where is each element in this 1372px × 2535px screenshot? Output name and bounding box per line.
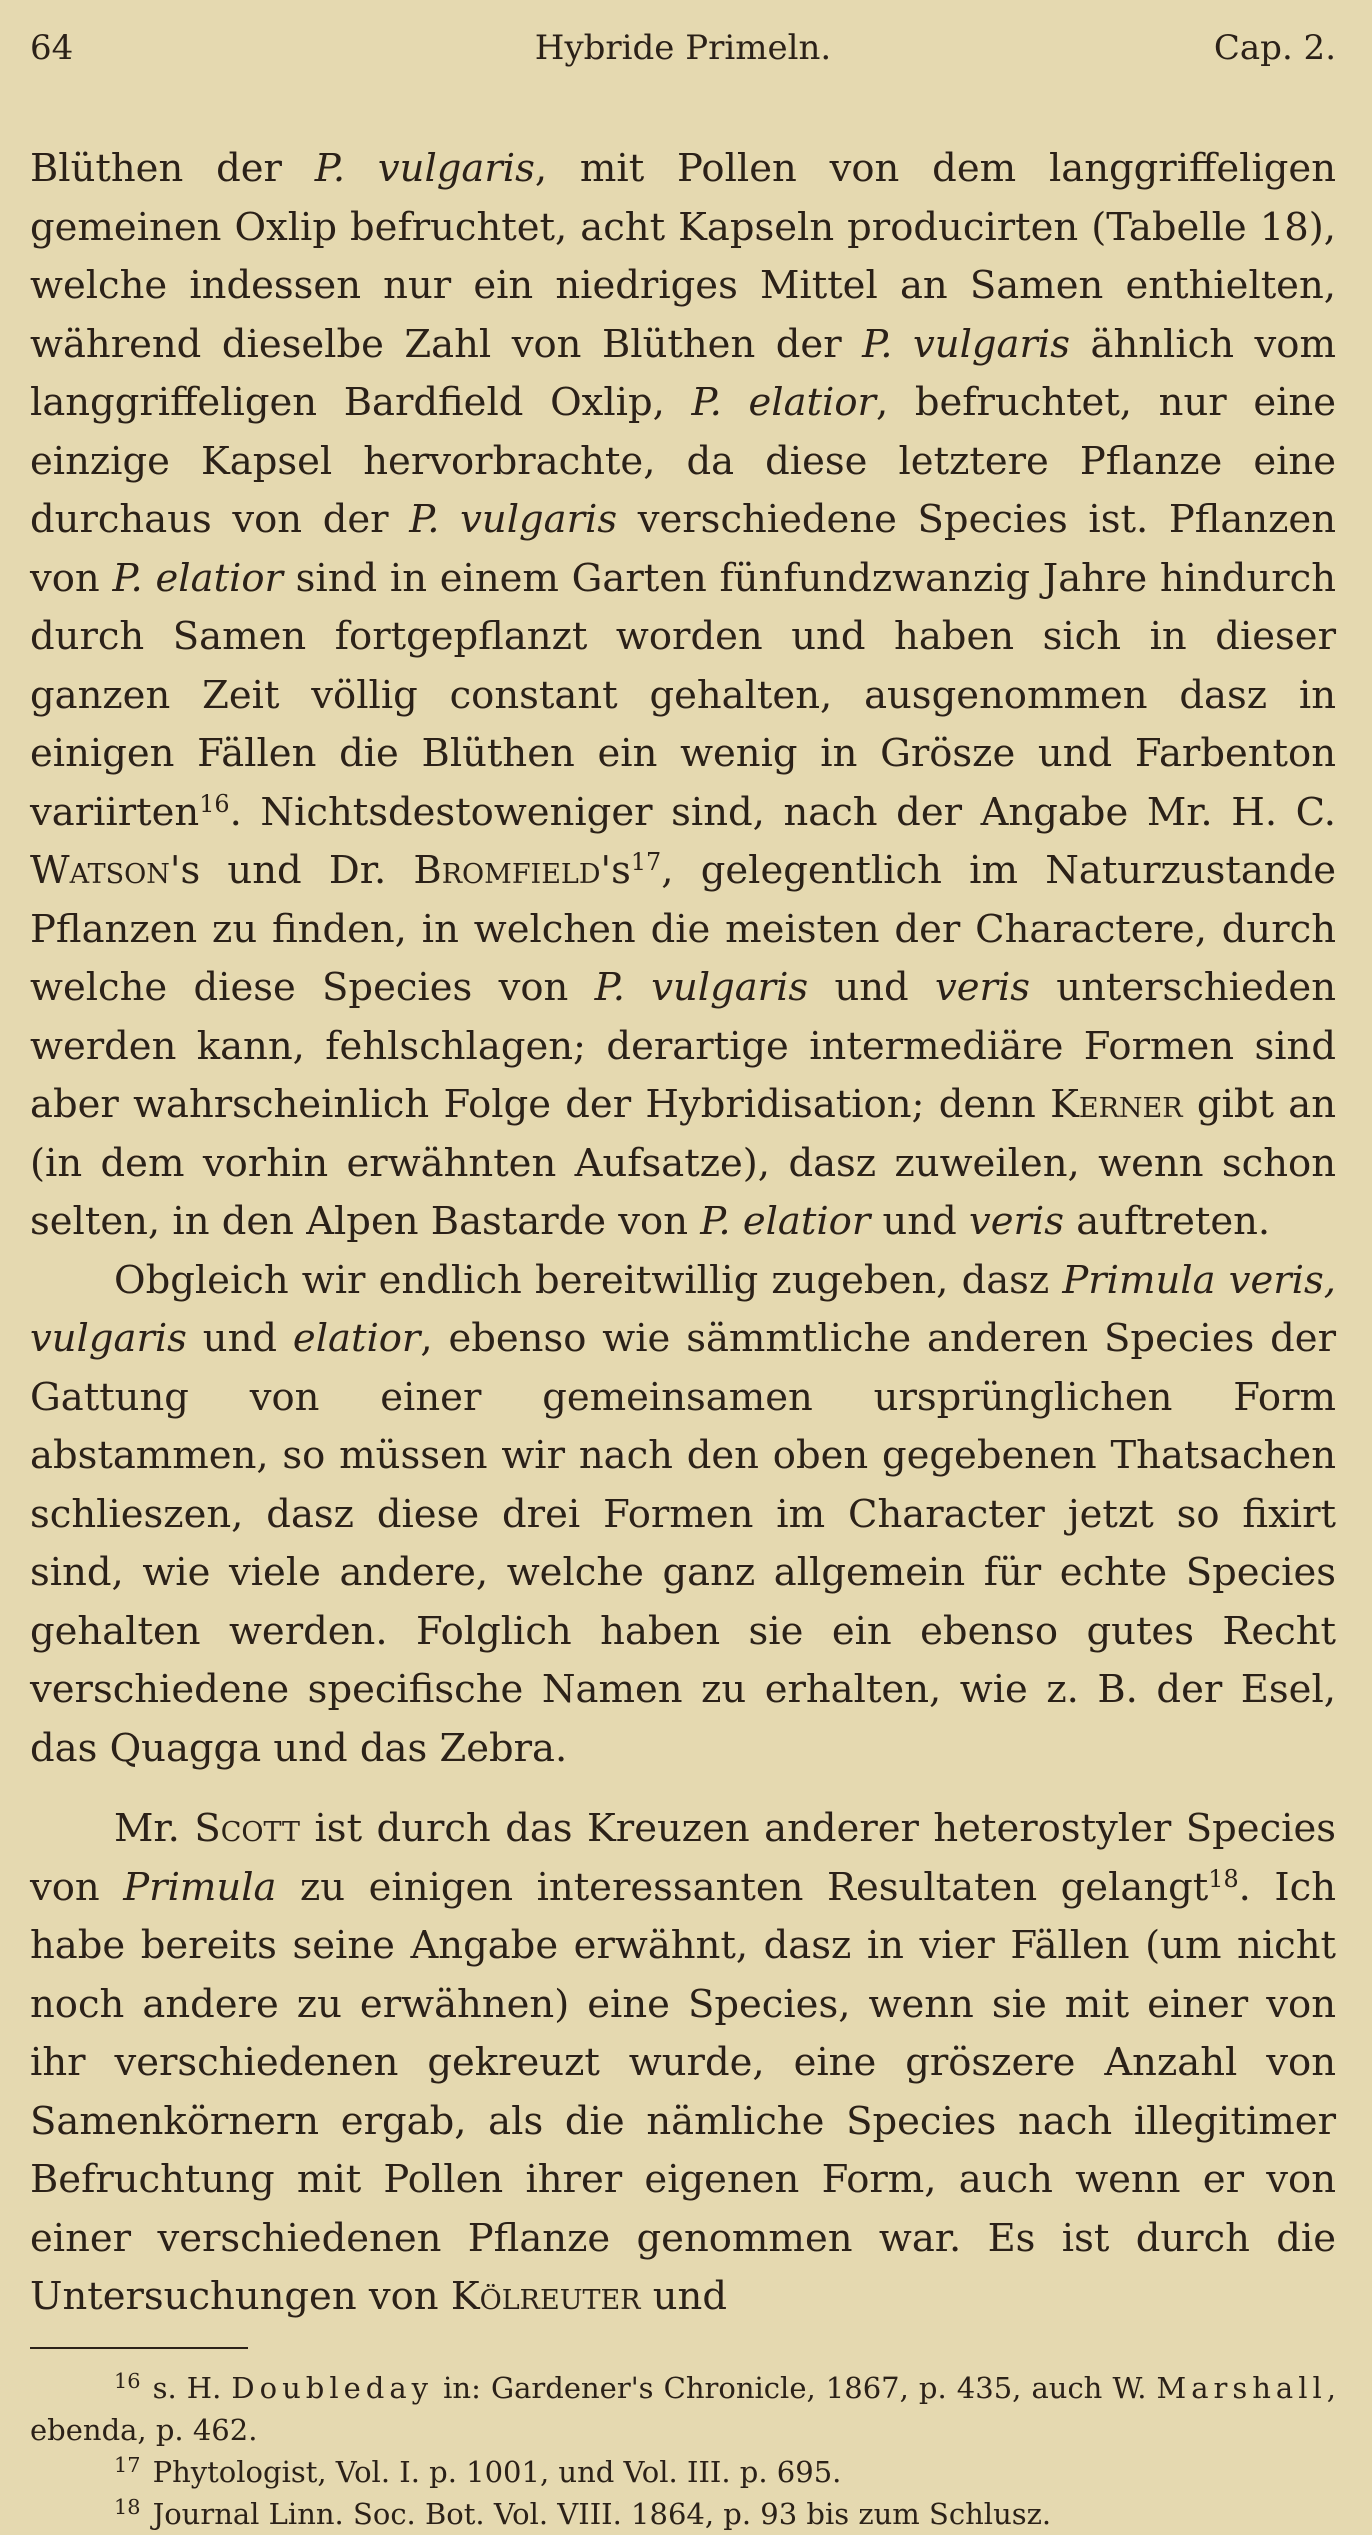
author-name: Bromfield bbox=[413, 848, 601, 893]
author-name: Doubleday bbox=[231, 2370, 434, 2405]
text-run: 's und Dr. bbox=[169, 848, 414, 893]
text-run: ist durch das Kreuzen anderer heterostyler Species von bbox=[30, 1806, 1336, 1910]
text-run: . Ich habe bereits seine Angabe erwähnt, dasz in vier Fällen (um nicht noch andere zu erwähnen) eine Species, wenn sie mit einer von ihr verschiedenen gekreuzt wurde, eine gröszere Anzahl von Samenkörnern ergab, als die nämliche Species nach illegitimer Befruchtung mit Pollen ihrer eigenen Form, auch wenn er von einer verschiedenen Pflanze genommen war. Es ist durch die Untersuchungen von bbox=[30, 1864, 1336, 2319]
species-name: P. vulgaris bbox=[862, 321, 1070, 367]
paragraph-3 bbox=[30, 1800, 1336, 2327]
footnote-text: Phytologist, Vol. I. p. 1001, und Vol. III. p. 695. bbox=[152, 2454, 842, 2489]
paragraph-1 bbox=[30, 140, 1336, 1252]
main-text bbox=[30, 140, 1336, 2327]
text-run: in: Gardener's Chronicle, 1867, p. 435, auch W. bbox=[433, 2370, 1157, 2405]
text-run: , ebenso wie sämmtliche anderen Species der Gattung von einer gemeinsamen ursprünglichen Form abstammen, so müssen wir nach den oben gegebenen Thatsachen schlieszen, dasz diese drei Formen im Character jetzt so fixirt sind, wie viele andere, welche ganz allgemein für echte Species gehalten werden. Folglich haben sie ein ebenso gutes Recht verschiedene specifische Namen zu erhalten, wie z. B. der Esel, das Quagga und das Zebra. bbox=[30, 1316, 1336, 1771]
footnote-number: 16 bbox=[114, 2369, 141, 2394]
footnote-ref[interactable]: 17 bbox=[630, 847, 662, 876]
species-name: P. elatior bbox=[700, 1199, 871, 1244]
text-run: und bbox=[808, 965, 935, 1010]
footnote-18 bbox=[30, 2493, 1336, 2535]
footnote-number: 17 bbox=[114, 2453, 141, 2478]
text-run: und bbox=[640, 2274, 727, 2319]
species-name: veris bbox=[968, 1199, 1064, 1244]
species-name: P. vulgaris bbox=[314, 146, 535, 191]
author-name: Kerner bbox=[1050, 1082, 1183, 1127]
paragraph-2 bbox=[30, 1252, 1336, 1779]
footnote-number: 18 bbox=[114, 2495, 141, 2520]
chapter-label: Cap. 2. bbox=[1213, 28, 1336, 68]
author-name: Marshall bbox=[1156, 2370, 1327, 2405]
text-run: verschiedene Species ist. Pflanzen von bbox=[30, 497, 1337, 601]
species-name: veris bbox=[935, 965, 1031, 1010]
author-name: Scott bbox=[194, 1806, 301, 1851]
text-run: , mit Pollen von dem langgriffeligen gemeinen Oxlip befruchtet, acht Kapseln producirten (Tabelle 18), welche indessen nur ein niedriges Mittel an Samen enthielten, während dieselbe Zahl von Blüthen der bbox=[30, 146, 1336, 367]
author-name: Watson bbox=[30, 848, 170, 893]
species-name: P. vulgaris bbox=[409, 497, 618, 542]
species-name: Primula veris, vulgaris bbox=[30, 1257, 1336, 1361]
footnotes bbox=[30, 2367, 1336, 2535]
text-run: , gelegentlich im Naturzustande Pflanzen zu finden, in welchen die meisten der Charactere, durch welche diese Species von bbox=[30, 848, 1336, 1010]
footnote-16 bbox=[30, 2367, 1336, 2451]
running-title: Hybride Primeln. bbox=[534, 28, 832, 68]
footnote-ref[interactable]: 18 bbox=[1208, 1864, 1239, 1893]
page-number: 64 bbox=[30, 28, 74, 68]
text-run: s. H. bbox=[152, 2370, 232, 2405]
text-run: unterschieden werden kann, fehlschlagen; derartige intermediäre Formen sind aber wahrscheinlich Folge der Hybridisation; denn bbox=[30, 965, 1336, 1127]
footnote-17 bbox=[30, 2451, 1336, 2493]
text-run: , ebenda, p. 462. bbox=[30, 2370, 1336, 2447]
text-run: und bbox=[186, 1316, 293, 1361]
author-name: Kölreuter bbox=[450, 2274, 641, 2319]
species-name: P. elatior bbox=[112, 555, 283, 601]
text-run: und bbox=[870, 1199, 969, 1244]
footnote-ref[interactable]: 16 bbox=[199, 789, 230, 818]
text-run: auftreten. bbox=[1063, 1199, 1271, 1244]
genus-name: Primula bbox=[123, 1864, 277, 1910]
species-name: P. elatior bbox=[691, 380, 876, 425]
text-run: gibt an (in dem vorhin erwähnten Aufsatze), dasz zuweilen, wenn schon selten, in den Alpen Bastarde von bbox=[30, 1082, 1336, 1244]
text-run: Blüthen der bbox=[30, 146, 315, 191]
species-name: P. vulgaris bbox=[594, 965, 809, 1010]
text-run: Mr. bbox=[114, 1806, 195, 1851]
text-run: zu einigen interessanten Resultaten gelangt bbox=[276, 1864, 1209, 1910]
species-name: elatior bbox=[292, 1316, 421, 1361]
text-run: , befruchtet, nur eine einzige Kapsel hervorbrachte, da diese letztere Pflanze eine durchaus von der bbox=[30, 380, 1337, 542]
text-run: . Nichtsdestoweniger sind, nach der Angabe Mr. H. C. bbox=[229, 789, 1336, 835]
text-run: Obgleich wir endlich bereitwillig zugeben, dasz bbox=[114, 1257, 1063, 1303]
running-header bbox=[30, 28, 1336, 88]
footnote-text: Journal Linn. Soc. Bot. Vol. VIII. 1864, p. 93 bis zum Schlusz. bbox=[152, 2496, 1052, 2531]
text-run: ähnlich vom langgriffeligen Bardfield Oxlip, bbox=[30, 321, 1336, 425]
text-run: sind in einem Garten fünfundzwanzig Jahre hindurch durch Samen fortgepflanzt worden und haben sich in dieser ganzen Zeit völlig constant gehalten, ausgenommen dasz in einigen Fällen die Blüthen ein wenig in Grösze und Farbenton variirten bbox=[30, 555, 1336, 835]
text-run: 's bbox=[600, 848, 631, 893]
